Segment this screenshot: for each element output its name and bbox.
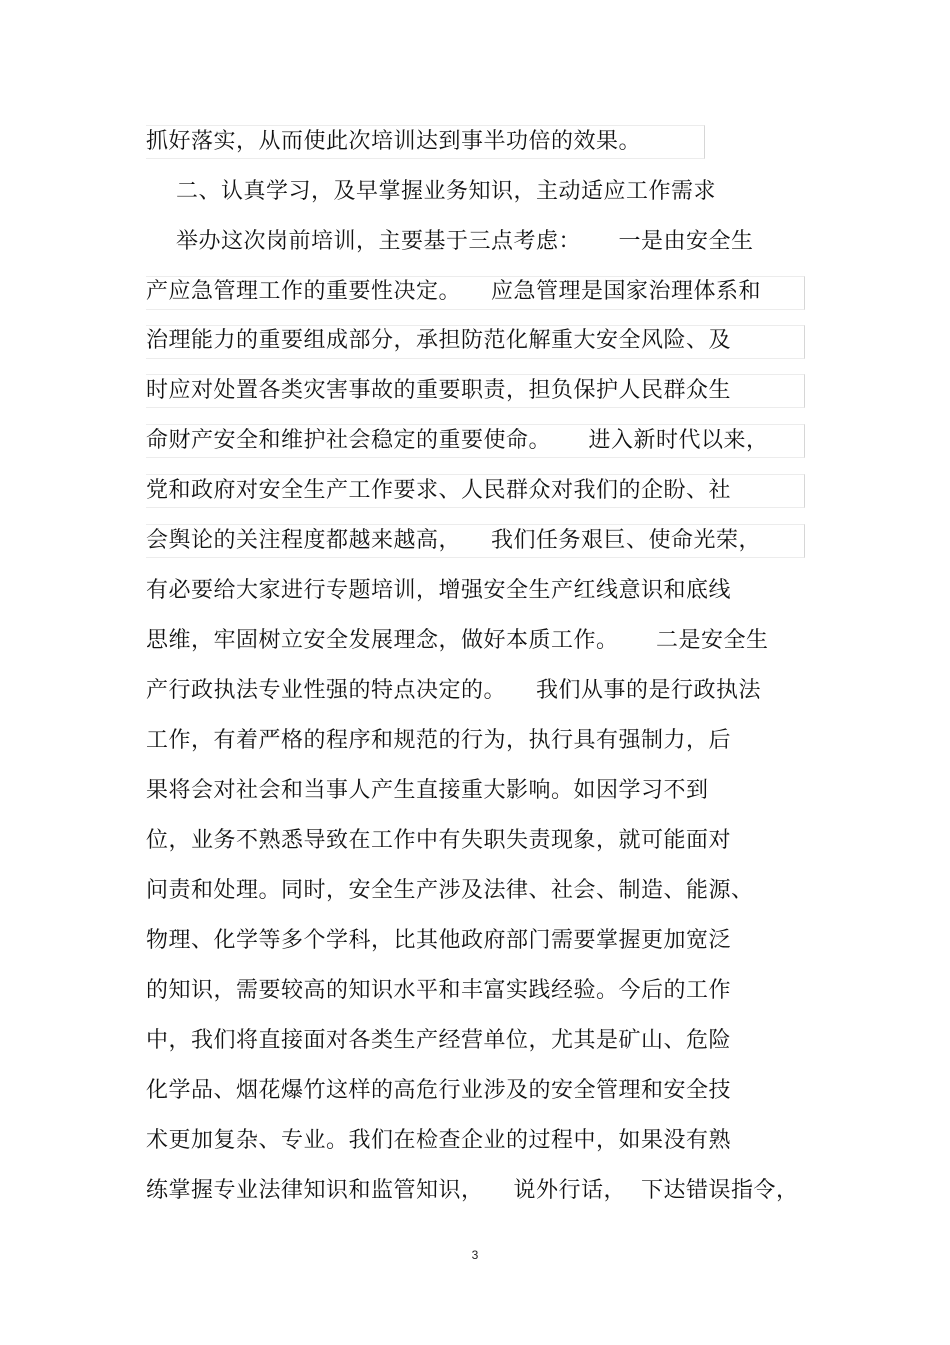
body-line: 的知识，需要较高的知识水平和丰富实践经验。今后的工作: [146, 978, 732, 1003]
body-line: 命财产安全和维护社会稳定的重要使命。 进入新时代以来，: [146, 428, 769, 453]
page-number: 3: [471, 1248, 479, 1262]
section-heading: 二、认真学习，及早掌握业务知识，主动适应工作需求: [146, 179, 716, 204]
body-line: 中，我们将直接面对各类生产经营单位，尤其是矿山、危险: [146, 1028, 732, 1053]
body-line: 治理能力的重要组成部分，承担防范化解重大安全风险、及: [146, 328, 732, 353]
body-line: 物理、化学等多个学科，比其他政府部门需要掌握更加宽泛: [146, 928, 732, 953]
body-line: 化学品、烟花爆竹这样的高危行业涉及的安全管理和安全技: [146, 1078, 732, 1103]
body-line: 工作，有着严格的程序和规范的行为，执行具有强制力，后: [146, 728, 732, 753]
body-line: 抓好落实，从而使此次培训达到事半功倍的效果。: [146, 129, 642, 154]
body-line: 会舆论的关注程度都越来越高， 我们任务艰巨、使命光荣，: [146, 528, 761, 553]
body-line: 术更加复杂、专业。我们在检查企业的过程中，如果没有熟: [146, 1128, 732, 1153]
body-line: 举办这次岗前培训，主要基于三点考虑： 一是由安全生: [146, 229, 754, 254]
body-line: 产行政执法专业性强的特点决定的。 我们从事的是行政执法: [146, 678, 761, 703]
body-line: 思维，牢固树立安全发展理念，做好本质工作。 二是安全生: [146, 628, 769, 653]
body-line: 有必要给大家进行专题培训，增强安全生产红线意识和底线: [146, 578, 732, 603]
body-line: 问责和处理。同时，安全生产涉及法律、社会、制造、能源、: [146, 878, 754, 903]
body-line: 练掌握专业法律知识和监管知识， 说外行话， 下达错误指令，: [146, 1178, 799, 1203]
body-line: 果将会对社会和当事人产生直接重大影响。如因学习不到: [146, 778, 709, 803]
body-line: 产应急管理工作的重要性决定。 应急管理是国家治理体系和: [146, 279, 761, 304]
body-line: 位，业务不熟悉导致在工作中有失职失责现象，就可能面对: [146, 828, 732, 853]
body-line: 时应对处置各类灾害事故的重要职责，担负保护人民群众生: [146, 378, 732, 403]
body-line: 党和政府对安全生产工作要求、人民群众对我们的企盼、社: [146, 478, 732, 503]
